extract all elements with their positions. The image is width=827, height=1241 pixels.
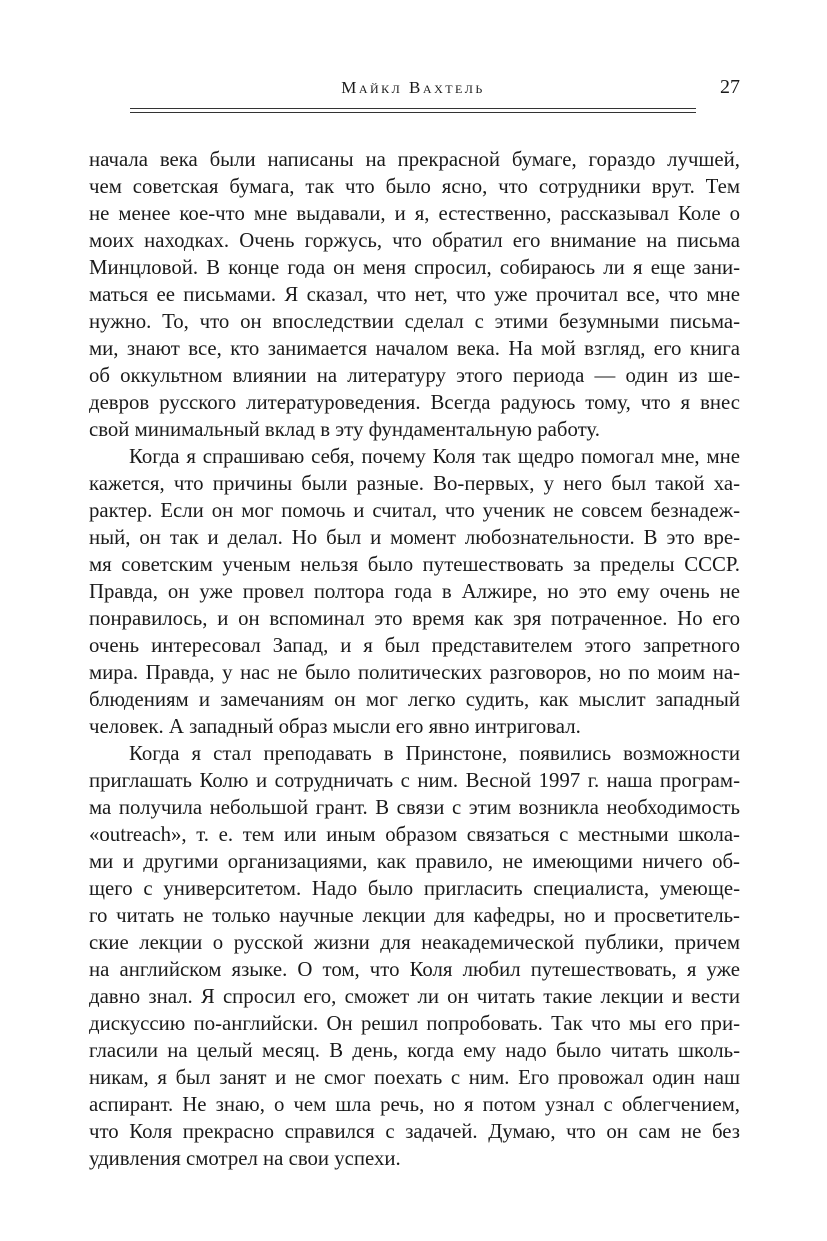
text-line: аспирант. Не знаю, о чем шла речь, но я потом узнал с облегчением,	[89, 1093, 740, 1116]
paragraph	[89, 146, 740, 443]
text-line: нужно. То, что он впоследствии сделал с этими безумными письма-	[89, 310, 740, 333]
text-line: приглашать Колю и сотрудничать с ним. Весной 1997 г. наша програм-	[89, 769, 740, 792]
text-line: мира. Правда, у нас не было политических разговоров, но по моим на-	[89, 661, 740, 684]
text-line: мя советским ученым нельзя было путешествовать за пределы СССР.	[89, 553, 740, 576]
body-text	[89, 146, 740, 1172]
text-line: Правда, он уже провел полтора года в Алжире, но это ему очень не	[89, 580, 740, 603]
page-number: 27	[720, 76, 740, 98]
text-line: блюдениям и замечаниям он мог легко судить, как мыслит западный	[89, 688, 740, 711]
text-line: моих находках. Очень горжусь, что обратил его внимание на письма	[89, 229, 740, 252]
paragraph	[89, 740, 740, 1172]
text-line: об оккультном влиянии на литературу этого периода — один из ше-	[89, 364, 740, 387]
text-line: «outreach», т. е. тем или иным образом связаться с местными школа-	[89, 823, 740, 846]
text-line: ный, он так и делал. Но был и момент любознательности. В это вре-	[89, 526, 740, 549]
text-line: что Коля прекрасно справился с задачей. Думаю, что он сам не без	[89, 1120, 740, 1143]
text-line: чем советская бумага, так что было ясно, что сотрудники врут. Тем	[89, 175, 740, 198]
text-line: ми и другими организациями, как правило, не имеющими ничего об-	[89, 850, 740, 873]
text-line: свой минимальный вклад в эту фундаментальную работу.	[89, 418, 600, 441]
text-line: очень интересовал Запад, и я был представителем этого запретного	[89, 634, 740, 657]
text-line: Минцловой. В конце года он меня спросил, собираюсь ли я еще зани-	[89, 256, 740, 279]
text-line: девров русского литературоведения. Всегда радуюсь тому, что я внес	[89, 391, 740, 414]
text-line: дискуссию по-английски. Он решил попробовать. Так что мы его при-	[89, 1012, 740, 1035]
text-line: начала века были написаны на прекрасной бумаге, гораздо лучшей,	[89, 148, 740, 171]
text-line: рактер. Если он мог помочь и считал, что ученик не совсем безнадеж-	[89, 499, 740, 522]
running-header	[130, 78, 740, 106]
text-line: щего с университетом. Надо было пригласить специалиста, умеюще-	[89, 877, 740, 900]
text-line: давно знал. Я спросил его, сможет ли он читать такие лекции и вести	[89, 985, 740, 1008]
header-rule-top	[130, 108, 696, 109]
text-line: кажется, что причины были разные. Во-первых, у него был такой ха-	[89, 472, 740, 495]
text-line: Когда я спрашиваю себя, почему Коля так щедро помогал мне, мне	[129, 445, 740, 468]
text-line: ми, знают все, кто занимается началом века. На мой взгляд, его книга	[89, 337, 740, 360]
text-line: не менее кое-что мне выдавали, и я, естественно, рассказывал Коле о	[89, 202, 740, 225]
text-line: го читать не только научные лекции для кафедры, но и просветитель-	[89, 904, 740, 927]
text-line: ма получила небольшой грант. В связи с этим возникла необходимость	[89, 796, 740, 819]
text-line: гласили на целый месяц. В день, когда ему надо было читать школь-	[89, 1039, 740, 1062]
paragraph	[89, 443, 740, 740]
header-rule-bottom	[130, 112, 696, 113]
text-line: никам, я был занят и не смог поехать с ним. Его провожал один наш	[89, 1066, 740, 1089]
text-line: ские лекции о русской жизни для неакадемической публики, причем	[89, 931, 740, 954]
running-title: Майкл Вахтель	[341, 78, 485, 97]
text-line: удивления смотрел на свои успехи.	[89, 1147, 401, 1170]
text-line: Когда я стал преподавать в Принстоне, появились возможности	[129, 742, 740, 765]
text-line: на английском языке. О том, что Коля любил путешествовать, я уже	[89, 958, 740, 981]
text-line: человек. А западный образ мысли его явно интриговал.	[89, 715, 581, 738]
text-line: маться ее письмами. Я сказал, что нет, что уже прочитал все, что мне	[89, 283, 740, 306]
text-line: понравилось, и он вспоминал это время как зря потраченное. Но его	[89, 607, 740, 630]
